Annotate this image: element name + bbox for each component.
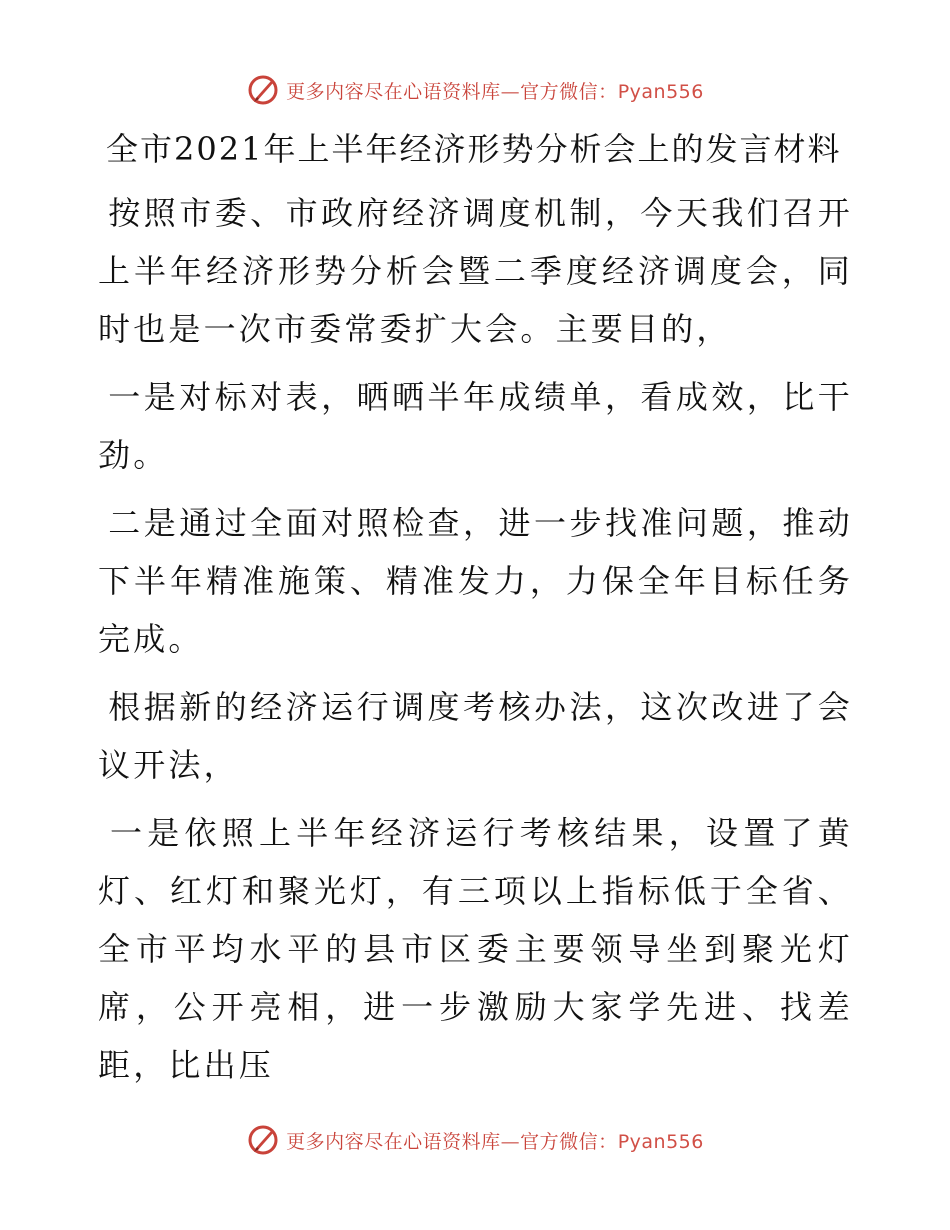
quill-pen-logo-icon [246,1123,280,1157]
watermark-text [286,77,704,104]
document-title: 全市2021年上半年经济形势分析会上的发言材料 [106,130,842,168]
watermark-official-label: 官方微信： [520,80,618,103]
paragraph-text: 二是通过全面对照检查，进一步找准问题，推动下半年精准施策、精准发力，力保全年目标任务完成。 [98,504,853,658]
paragraph-text: 一是依照上半年经济运行考核结果，设置了黄灯、红灯和聚光灯，有三项以上指标低于全省、全市平均水平的县市区委主要领导坐到聚光灯席，公开亮相，进一步激励大家学先进、找差距，比出压 [98,814,853,1084]
watermark-account: Pyan556 [617,1130,704,1153]
paragraph [98,678,853,794]
paragraph [98,804,853,1094]
paragraph [98,184,853,358]
paragraph-text: 一是对标对表，晒晒半年成绩单，看成效，比干劲。 [98,378,853,474]
quill-pen-logo-icon [246,73,280,107]
paragraph-text: 按照市委、市政府经济调度机制，今天我们召开上半年经济形势分析会暨二季度经济调度会，同时也是一次市委常委扩大会。主要目的， [98,194,853,348]
watermark-account: Pyan556 [617,80,704,103]
document-body [98,120,853,1104]
paragraph [98,494,853,668]
watermark-separator: — [500,80,521,103]
watermark-main-text: 更多内容尽在心语资料库 [286,1130,501,1153]
watermark-separator: — [500,1130,521,1153]
watermark-header [0,70,950,110]
watermark-official-label: 官方微信： [520,1130,618,1153]
watermark-footer [0,1120,950,1160]
watermark-main-text: 更多内容尽在心语资料库 [286,80,501,103]
paragraph-text: 根据新的经济运行调度考核办法，这次改进了会议开法， [98,688,853,784]
watermark-text [286,1127,704,1154]
paragraph [98,368,853,484]
